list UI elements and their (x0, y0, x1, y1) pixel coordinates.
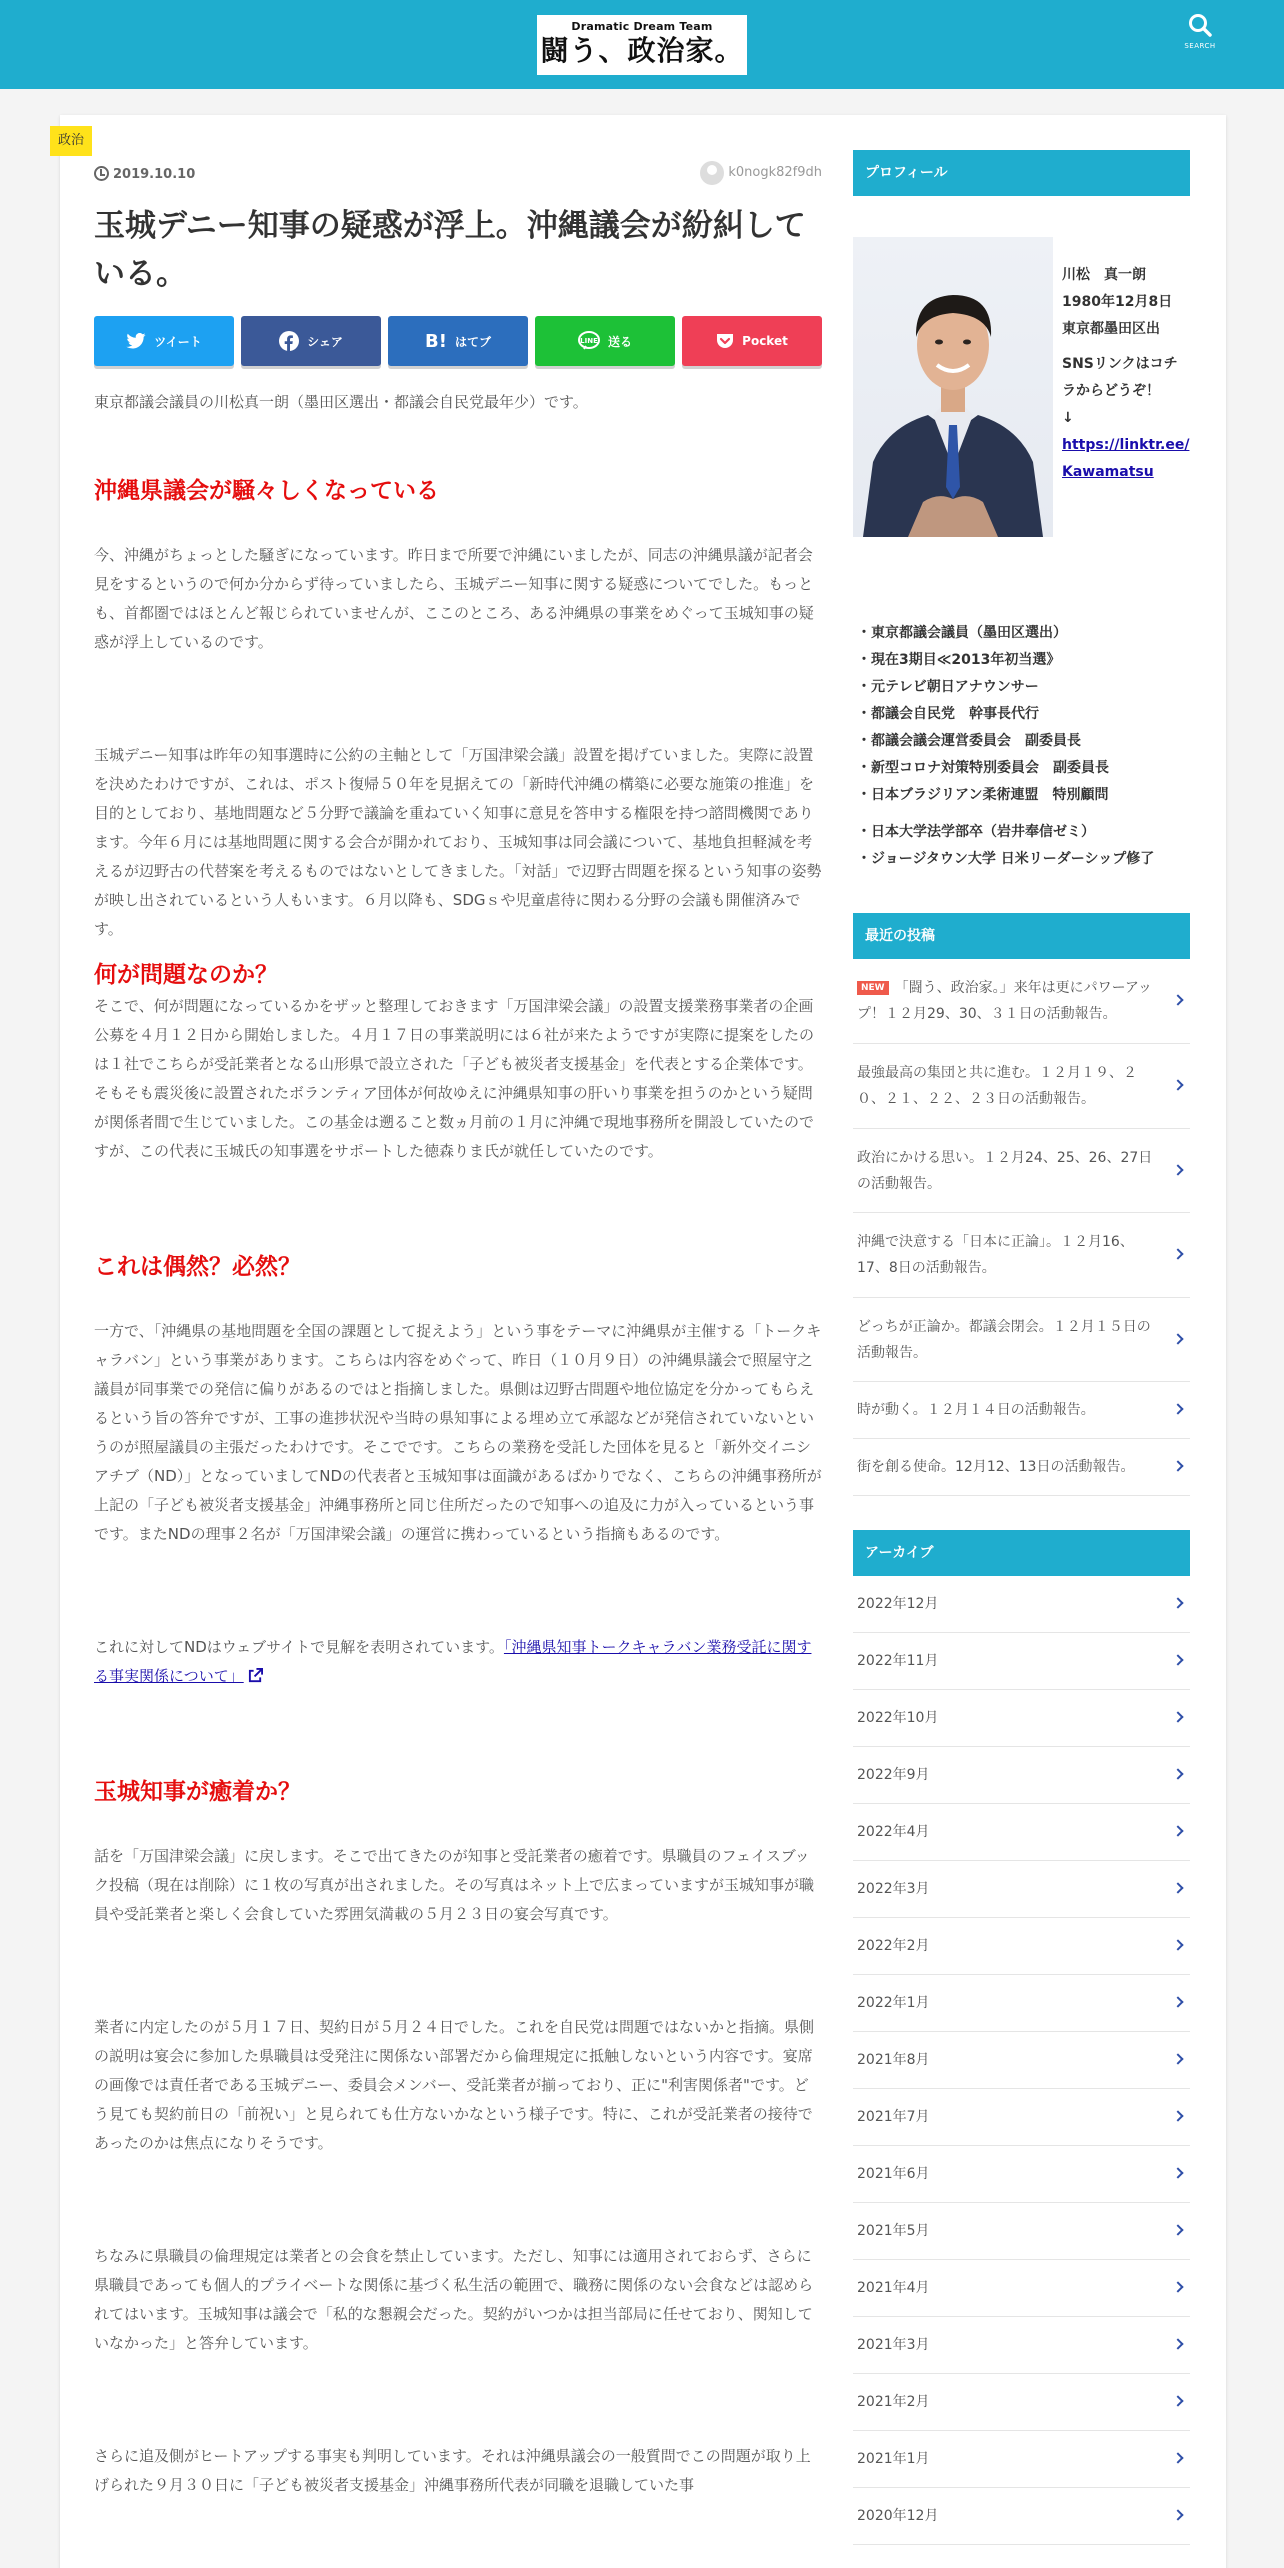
archive-label: 2022年11月 (857, 1653, 939, 1669)
article-paragraph: 業者に内定したのが５月１７日、契約日が５月２４日でした。これを自民党は問題ではないかと指摘。県側の説明は宴会に参加した県職員は受発注に関係ない部署だから倫理規定に抵触しないという内容です。宴席の画像では責任者である玉城デニー、委員会メンバー、受託業者が揃っており、正に"利害関係者"です。どう見ても契約前日の「前祝い」と見られても仕方ないかなという様子です。特に、これが受託業者の接待であったのかは焦点になりそうです。 (94, 2018, 815, 2152)
career-item: ・都議会議会運営委員会 副委員長 (857, 733, 1081, 749)
archive-link[interactable] (853, 1861, 1190, 1918)
site-logo[interactable] (537, 15, 747, 75)
education-item: ・ジョージタウン大学 日米リーダーシップ修了 (857, 851, 1155, 867)
article-paragraph: そこで、何が問題になっているかをザッと整理しておきます「万国津梁会議」の設置支援業務事業者の企画公募を４月１２日から開始しました。４月１７日の事業説明には６社が来たようですが実際に提案をしたのは１社でこちらが受託業者となる山形県で設立された「子ども被災者支援基金」を代表とする企業体です。そもそも震災後に設置されたボランティア団体が何故ゆえに沖縄県知事の肝いり事業を担うのかという疑問が関係者間で生じていました。この基金は遡ること数ヵ月前の１月に沖縄で現地事務所を開設していたのですが、この代表に玉城氏の知事選をサポートした徳森りま氏が就任していたのです。 (94, 997, 815, 1160)
recent-post-title: 「闘う、政治家。」来年は更にパワーアップ！１２月29、30、３１日の活動報告。 (857, 980, 1152, 1022)
archive-link[interactable] (853, 2146, 1190, 2203)
archive (853, 1530, 1190, 2545)
article-paragraph: 玉城デニー知事は昨年の知事選時に公約の主軸として「万国津梁会議」設置を掲げていました。実際に設置を決めたわけですが、これは、ポスト復帰５０年を見据えての「新時代沖縄の構築に必要な施策の推進」を目的としており、基地問題など５分野で議論を重ねていく知事に意見を答申する権限を持つ諮問機関であります。今年６月には基地問題に関する会合が開かれており、玉城知事は同会議について、基地負担軽減を考えるが辺野古の代替案を考えるものではないとしてきました。「対話」で辺野古問題を探るという知事の姿勢が映し出されているという人もいます。６月以降も、SDGｓや児童虐待に関わる分野の会議も開催済みです。 (94, 746, 822, 938)
pocket-share-label: Pocket (742, 334, 788, 348)
career-item: ・現在3期目≪2013年初当選》 (857, 652, 1061, 668)
chevron-right-icon (1172, 1996, 1183, 2007)
archive-link[interactable] (853, 2203, 1190, 2260)
article-title: 玉城デニー知事の疑惑が浮上。沖縄議会が紛糾している。 (94, 208, 806, 292)
post-date (94, 166, 195, 182)
chevron-right-icon (1172, 994, 1183, 1005)
archive-link[interactable] (853, 1975, 1190, 2032)
site-header (0, 0, 1284, 89)
profile-birthdate: 1980年12月8日 (1062, 294, 1173, 310)
twitter-share-label: ツイート (154, 334, 202, 349)
archive-link[interactable] (853, 1918, 1190, 1975)
chevron-right-icon (1172, 2395, 1183, 2406)
new-badge: NEW (857, 981, 889, 995)
chevron-right-icon (1172, 1597, 1183, 1608)
recent-post-title: 街を創る使命。12月12、13日の活動報告。 (857, 1459, 1135, 1475)
facebook-share-label: シェア (307, 334, 343, 349)
article-paragraph: ちなみに県職員の倫理規定は業者との会食を禁止しています。ただし、知事には適用されておらず、さらに県職員であっても個人的プライベートな関係に基づく私生活の範囲で、職務に関係のない会食などは認められてはいます。玉城知事は議会で「私的な懇親会だった。契約がいつかは担当部局に任せており、関知していなかった」と答弁しています。 (94, 2247, 814, 2352)
career-item: ・東京都議会議員（墨田区選出） (857, 625, 1067, 641)
career-item: ・都議会自民党 幹事長代行 (857, 706, 1039, 722)
sns-text: SNSリンクはコチラからどうぞ！ (1062, 356, 1178, 399)
post-date-text: 2019.10.10 (113, 167, 196, 182)
chevron-right-icon (1172, 1079, 1183, 1090)
archive-label: 2021年3月 (857, 2337, 930, 2353)
recent-post-title: 時が動く。１２月１４日の活動報告。 (857, 1402, 1095, 1418)
section-heading: 何が問題なのか？ (94, 962, 278, 988)
logo-title: 闘う、政治家。 (540, 34, 744, 67)
chevron-right-icon (1172, 2509, 1183, 2520)
chevron-right-icon (1172, 2110, 1183, 2121)
chevron-right-icon (1172, 2281, 1183, 2292)
archive-link[interactable] (853, 2032, 1190, 2089)
article-paragraph: 話を「万国津梁会議」に戻します。そこで出てきたのが知事と受託業者の癒着です。県職員のフェイスブック投稿（現在は削除）に１枚の写真が出されました。その写真はネット上で広まっていますが玉城知事が職員や受託業者と楽しく会食していた雰囲気満載の５月２３日の宴会写真です。 (94, 1847, 815, 1923)
line-icon (578, 331, 600, 351)
recent-post-link[interactable] (853, 1213, 1190, 1298)
archive-link[interactable] (853, 2089, 1190, 2146)
logo-subtitle: Dramatic Dream Team (571, 20, 713, 33)
facebook-share-button[interactable] (241, 316, 381, 366)
profile-info (1062, 262, 1190, 486)
category-badge[interactable]: 政治 (50, 126, 92, 156)
archive-label: 2021年1月 (857, 2451, 930, 2467)
chevron-right-icon (1172, 1403, 1183, 1414)
archive-link[interactable] (853, 1633, 1190, 1690)
section-heading: 沖縄県議会が騒々しくなっている (94, 478, 439, 504)
archive-link[interactable] (853, 1576, 1190, 1633)
archive-link[interactable] (853, 1690, 1190, 1747)
archive-label: 2022年1月 (857, 1995, 930, 2011)
archive-heading: アーカイブ (853, 1530, 1190, 1576)
chevron-right-icon (1172, 1939, 1183, 1950)
article (94, 160, 822, 2500)
twitter-share-button[interactable] (94, 316, 234, 366)
hatena-label: はてブ (454, 334, 491, 349)
recent-post-title: どっちが正論か。都議会閉会。１２月１５日の活動報告。 (857, 1318, 1151, 1361)
archive-link[interactable] (853, 2317, 1190, 2374)
search-label: SEARCH (1184, 42, 1216, 50)
paragraph-text: これに対してNDはウェブサイトで見解を表明されています。 (94, 1638, 504, 1656)
archive-label: 2021年8月 (857, 2052, 930, 2068)
chevron-right-icon (1172, 1333, 1183, 1344)
archive-label: 2022年2月 (857, 1938, 930, 1954)
line-share-button[interactable] (535, 316, 675, 366)
recent-post-title: 沖縄で決意する「日本に正論」。１２月16、17、8日の活動報告。 (857, 1234, 1134, 1276)
chevron-right-icon (1172, 1768, 1183, 1779)
career-item: ・日本ブラジリアン柔術連盟 特別顧問 (857, 787, 1109, 803)
chevron-right-icon (1172, 2224, 1183, 2235)
chevron-right-icon (1172, 1882, 1183, 1893)
facebook-icon (279, 331, 299, 351)
archive-label: 2022年9月 (857, 1767, 930, 1783)
archive-label: 2022年12月 (857, 1596, 939, 1612)
external-link-icon[interactable] (248, 1668, 263, 1683)
profile-heading: プロフィール (853, 150, 1190, 196)
archive-label: 2021年6月 (857, 2166, 930, 2182)
sns-link[interactable]: https://linktr.ee/Kawamatsu (1062, 437, 1190, 480)
recent-post-link[interactable] (853, 1298, 1190, 1382)
archive-label: 2021年4月 (857, 2280, 930, 2296)
archive-link[interactable] (853, 2431, 1190, 2488)
author[interactable] (700, 160, 822, 186)
profile-photo (853, 237, 1053, 537)
recent-posts-heading: 最近の投稿 (853, 913, 1190, 959)
article-intro: 東京都議会議員の川松真一朗（墨田区選出・都議会自民党最年少）です。 (94, 393, 588, 411)
profile-name: 川松 真一朗 (1062, 267, 1146, 283)
author-name: k0nogk82f9dh (728, 165, 822, 180)
sidebar (853, 150, 1190, 2524)
archive-link[interactable] (853, 2488, 1190, 2545)
hatena-icon: B! (425, 330, 447, 352)
archive-label: 2022年4月 (857, 1824, 930, 1840)
recent-post-link[interactable] (853, 959, 1190, 1044)
recent-posts (853, 913, 1190, 1496)
article-meta (94, 160, 822, 196)
search-icon (1187, 12, 1213, 38)
share-buttons (94, 316, 822, 368)
article-paragraph: さらに追及側がヒートアップする事実も判明しています。それは沖縄県議会の一般質問でこの問題が取り上げられた９月３０日に「子ども被災者支援基金」沖縄事務所代表が同職を退職していた事 (94, 2447, 811, 2494)
career-item: ・新型コロナ対策特別委員会 副委員長 (857, 760, 1109, 776)
chevron-right-icon (1172, 2053, 1183, 2064)
chevron-right-icon (1172, 2338, 1183, 2349)
section-heading: これは偶然？必然？ (94, 1254, 301, 1280)
archive-label: 2020年12月 (857, 2508, 939, 2524)
archive-link[interactable] (853, 1804, 1190, 1861)
archive-label: 2022年3月 (857, 1881, 930, 1897)
archive-link[interactable] (853, 2260, 1190, 2317)
chevron-right-icon (1172, 1460, 1183, 1471)
archive-label: 2021年7月 (857, 2109, 930, 2125)
recent-post-title: 政治にかける思い。１２月24、25、26、27日の活動報告。 (857, 1149, 1153, 1192)
recent-post-link[interactable] (853, 1129, 1190, 1213)
svg-text:LINE: LINE (580, 337, 598, 345)
sns-arrow: ↓ (1062, 410, 1074, 426)
career-item: ・元テレビ朝日アナウンサー (857, 679, 1039, 695)
chevron-right-icon (1172, 1248, 1183, 1259)
recent-post-link[interactable] (853, 1382, 1190, 1439)
chevron-right-icon (1172, 1654, 1183, 1665)
article-paragraph (94, 1633, 822, 1691)
archive-link[interactable] (853, 1747, 1190, 1804)
chevron-right-icon (1172, 1164, 1183, 1175)
pocket-icon (716, 333, 734, 349)
line-share-label: 送る (607, 334, 632, 349)
chevron-right-icon (1172, 1825, 1183, 1836)
recent-post-link[interactable] (853, 1439, 1190, 1496)
search-button[interactable] (1176, 10, 1224, 58)
twitter-icon (126, 333, 146, 349)
archive-label: 2021年5月 (857, 2223, 930, 2239)
archive-link[interactable] (853, 2374, 1190, 2431)
recent-post-title: 最強最高の集団と共に進む。１２月１９、２０、２１、２２、２３日の活動報告。 (857, 1065, 1137, 1107)
hatena-bookmark-button[interactable] (388, 316, 528, 366)
clock-icon (94, 166, 109, 181)
avatar-icon (700, 161, 724, 185)
archive-label: 2022年10月 (857, 1710, 939, 1726)
profile-career (857, 620, 1190, 873)
education-item: ・日本大学法学部卒（岩井奉信ゼミ） (857, 824, 1095, 840)
pocket-share-button[interactable] (682, 316, 822, 366)
article-paragraph: 今、沖縄がちょっとした騒ぎになっています。昨日まで所要で沖縄にいましたが、同志の沖縄県議が記者会見をするというので何か分からず待っていましたら、玉城デニー知事に関する疑惑についてでした。もっとも、首都圏ではほとんど報じられていませんが、ここのところ、ある沖縄県の事業をめぐって玉城知事の疑惑が浮上しているのです。 (94, 546, 814, 651)
section-heading: 玉城知事が癒着か？ (94, 1779, 301, 1805)
chevron-right-icon (1172, 1711, 1183, 1722)
profile-origin: 東京都墨田区出 (1062, 321, 1160, 337)
external-article-link[interactable]: 「沖縄県知事トークキャラバン業務受託に関する事実関係について」 (94, 1638, 812, 1685)
archive-label: 2021年2月 (857, 2394, 930, 2410)
article-paragraph: 一方で、「沖縄県の基地問題を全国の課題として捉えよう」という事をテーマに沖縄県が主催する「トークキャラバン」という事業があります。こちらは内容をめぐって、昨日（１０月９日）の沖縄県議会で照屋守之議員が同事業での発信に偏りがあるのではと指摘しました。県側は辺野古問題や地位協定を分かってもらえるという旨の答弁ですが、工事の進捗状況や当時の県知事による埋め立て承認などが発信されていないというのが照屋議員の主張だったわけです。そこでです。こちらの業務を受託した団体を見ると「新外交イニシアチブ（ND）」となっていましてNDの代表者と玉城知事は面識があるばかりでなく、こちらの沖縄事務所が上記の「子ども被災者支援基金」沖縄事務所と同じ住所だったので知事への追及に力が入っているという事です。またNDの理事２名が「万国津梁会議」の運営に携わっているという指摘もあるのです。 (94, 1322, 822, 1543)
chevron-right-icon (1172, 2167, 1183, 2178)
recent-post-link[interactable] (853, 1044, 1190, 1129)
chevron-right-icon (1172, 2452, 1183, 2463)
